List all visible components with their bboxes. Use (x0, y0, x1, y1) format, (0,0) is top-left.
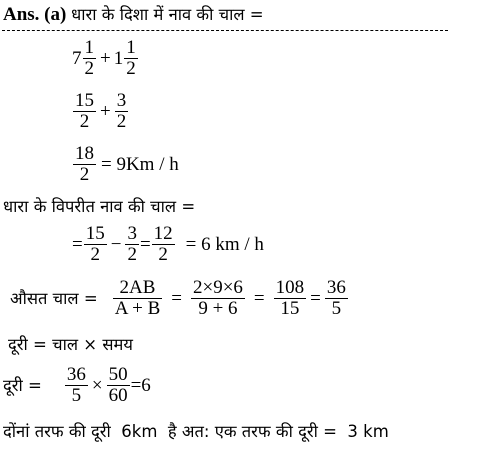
numerator: 3 (127, 223, 137, 244)
numerator: 15 (75, 90, 94, 111)
numerator: 15 (85, 223, 105, 244)
equals-sign: = (310, 287, 321, 309)
denominator: 2 (116, 111, 127, 132)
heading-divider (2, 30, 448, 31)
upstream-speed-title: धारा के विपरीत नाव की चाल = (3, 197, 196, 216)
numerator: 2AB (113, 278, 163, 299)
numerator: 12 (153, 223, 173, 244)
whole-number: 1 (113, 47, 124, 69)
denominator: 9 + 6 (198, 298, 238, 319)
fraction (73, 91, 96, 132)
whole-number: 7 (72, 47, 82, 69)
denominator: 5 (71, 385, 82, 406)
denominator: 2 (84, 58, 94, 79)
denominator: 2 (158, 244, 168, 265)
average-speed-label: औसत चाल = (10, 288, 98, 308)
denominator: 2 (79, 111, 90, 132)
denominator: A + B (114, 298, 161, 319)
fraction (83, 38, 97, 79)
downstream-speed-result: = 9Km / h (101, 153, 179, 175)
numerator: 36 (66, 364, 86, 385)
fraction (125, 224, 139, 265)
minus-operator: − (110, 233, 122, 255)
downstream-equation-3 (72, 144, 179, 185)
equals-sign: = (72, 233, 83, 255)
downstream-equation-2 (72, 91, 129, 132)
denominator: 2 (126, 58, 136, 79)
fraction (124, 38, 138, 79)
fraction (152, 224, 175, 265)
equals-sign: = (171, 287, 182, 309)
numerator: 3 (116, 90, 127, 111)
answer-prefix: Ans. (a) (3, 4, 67, 25)
conclusion-text: दोंनां तरफ की दूरी 6km है अत: एक तरफ की दूरी = 3 km (3, 422, 389, 441)
numerator: 108 (275, 277, 305, 298)
plus-operator: + (100, 100, 111, 122)
equals-sign: = (139, 233, 151, 255)
fraction (113, 278, 163, 319)
fraction (84, 224, 107, 265)
distance-equation (3, 365, 151, 406)
denominator: 60 (108, 385, 128, 406)
fraction (73, 144, 96, 185)
plus-operator: + (100, 47, 111, 69)
times-operator: × (91, 374, 103, 396)
distance-result: =6 (130, 374, 151, 396)
denominator: 5 (331, 298, 342, 319)
denominator: 15 (280, 298, 300, 319)
denominator: 2 (127, 244, 137, 265)
numerator: 1 (126, 37, 136, 58)
denominator: 2 (90, 244, 100, 265)
equals-sign: = (253, 287, 265, 309)
distance-label: दूरी = (3, 375, 42, 395)
downstream-equation-1 (72, 38, 139, 79)
fraction (107, 365, 130, 406)
answer-heading (3, 4, 264, 26)
fraction (325, 278, 348, 319)
numerator: 36 (326, 277, 346, 298)
numerator: 50 (108, 364, 128, 385)
numerator: 1 (84, 37, 94, 58)
denominator: 2 (79, 164, 90, 185)
upstream-speed-result: = 6 km / h (185, 233, 264, 255)
fraction (274, 278, 307, 319)
average-speed-equation (10, 278, 349, 319)
distance-formula: दूरी = चाल × समय (8, 335, 133, 354)
numerator: 2×9×6 (192, 277, 243, 298)
fraction (191, 278, 245, 319)
downstream-speed-title: धारा के दिशा में नाव की चाल = (71, 5, 264, 24)
upstream-equation (72, 224, 264, 265)
numerator: 18 (75, 143, 94, 164)
fraction (115, 91, 129, 132)
fraction (65, 365, 88, 406)
